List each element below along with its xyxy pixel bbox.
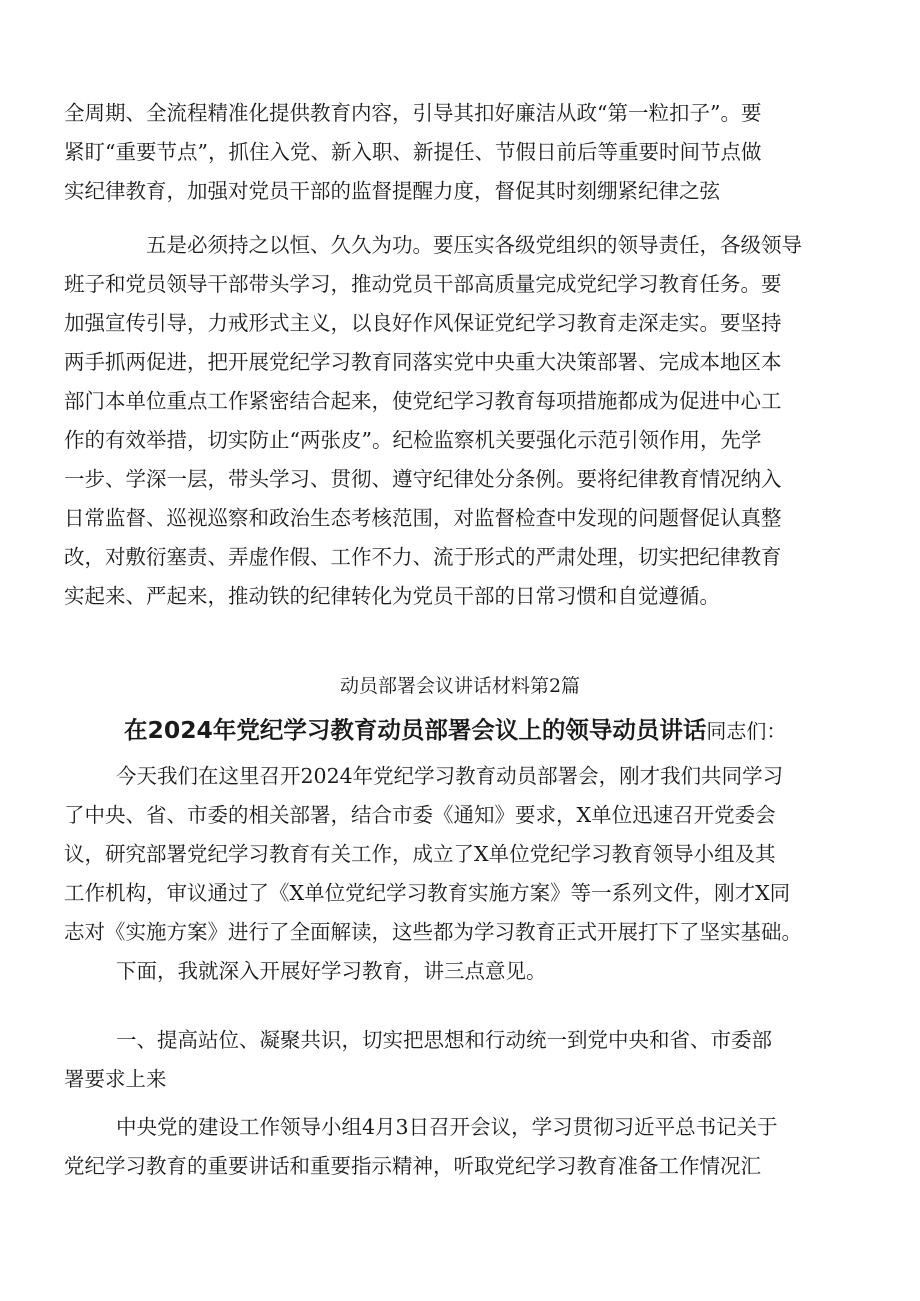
text-line: 作的有效举措，切实防止“两张皮”。纪检监察机关要强化示范引领作用，先学	[64, 428, 762, 452]
text-line: 实纪律教育，加强对党员干部的监督提醒力度，督促其时刻绷紧纪律之弦	[64, 179, 720, 203]
text-line: 日常监督、巡视巡察和政治生态考核范围，对监督检查中发现的问题督促认真整	[64, 506, 782, 530]
paragraph-continuation	[64, 94, 854, 211]
text-line: 两手抓两促进，把开展党纪学习教育同落实党中央重大决策部署、完成本地区本	[64, 350, 782, 374]
paragraph-point-five	[64, 226, 854, 616]
text-line: 班子和党员领导干部带头学习，推动党员干部高质量完成党纪学习教育任务。要	[64, 272, 782, 296]
text-line: 紧盯“重要节点”，抓住入党、新入职、新提任、节假日前后等重要时间节点做	[64, 140, 762, 164]
paragraph-opening	[64, 757, 854, 952]
text-line: 改，对敷衍塞责、弄虚作假、工作不力、流于形式的严肃处理，切实把纪律教育	[64, 545, 782, 569]
salutation: 同志们：	[706, 719, 787, 743]
text-line: 了中央、省、市委的相关部署，结合市委《通知》要求，X单位迅速召开党委会	[64, 803, 776, 827]
section-subtitle: 动员部署会议讲话材料第2篇	[339, 675, 581, 697]
paragraph-section-one-body	[64, 1108, 854, 1186]
text-line: 全周期、全流程精准化提供教育内容，引导其扣好廉洁从政“第一粒扣子”。要	[64, 101, 762, 125]
text-line: 一、提高站位、凝聚共识，切实把思想和行动统一到党中央和省、市委部	[116, 1028, 772, 1052]
text-line: 下面，我就深入开展好学习教育，讲三点意见。	[116, 959, 547, 983]
text-line: 志对《实施方案》进行了全面解读，这些都为学习教育正式开展打下了坚实基础。	[64, 920, 802, 944]
text-line: 议，研究部署党纪学习教育有关工作，成立了X单位党纪学习教育领导小组及其	[64, 842, 776, 866]
text-line: 署要求上来	[64, 1067, 167, 1091]
paragraph-section-one-heading	[64, 1021, 854, 1099]
speech-title: 在2024年党纪学习教育动员部署会议上的领导动员讲话	[124, 716, 707, 744]
text-line: 中央党的建设工作领导小组4月3日召开会议，学习贯彻习近平总书记关于	[116, 1115, 778, 1139]
text-line: 今天我们在这里召开2024年党纪学习教育动员部署会，刚才我们共同学习	[116, 764, 784, 788]
text-line: 部门本单位重点工作紧密结合起来，使党纪学习教育每项措施都成为促进中心工	[64, 389, 782, 413]
text-line: 党纪学习教育的重要讲话和重要指示精神，听取党纪学习教育准备工作情况汇	[64, 1154, 761, 1178]
paragraph-intro-points	[64, 952, 854, 991]
text-line: 一步、学深一层，带头学习、贯彻、遵守纪律处分条例。要将纪律教育情况纳入	[64, 467, 782, 491]
text-line: 加强宣传引导，力戒形式主义，以良好作风保证党纪学习教育走深走实。要坚持	[64, 311, 782, 335]
text-line: 五是必须持之以恒、久久为功。要压实各级党组织的领导责任，各级领导	[146, 233, 802, 257]
speech-heading	[124, 714, 786, 747]
text-line: 实起来、严起来，推动铁的纪律转化为党员干部的日常习惯和自觉遵循。	[64, 584, 720, 608]
text-line: 工作机构，审议通过了《X单位党纪学习教育实施方案》等一系列文件，刚才X同	[64, 881, 791, 905]
